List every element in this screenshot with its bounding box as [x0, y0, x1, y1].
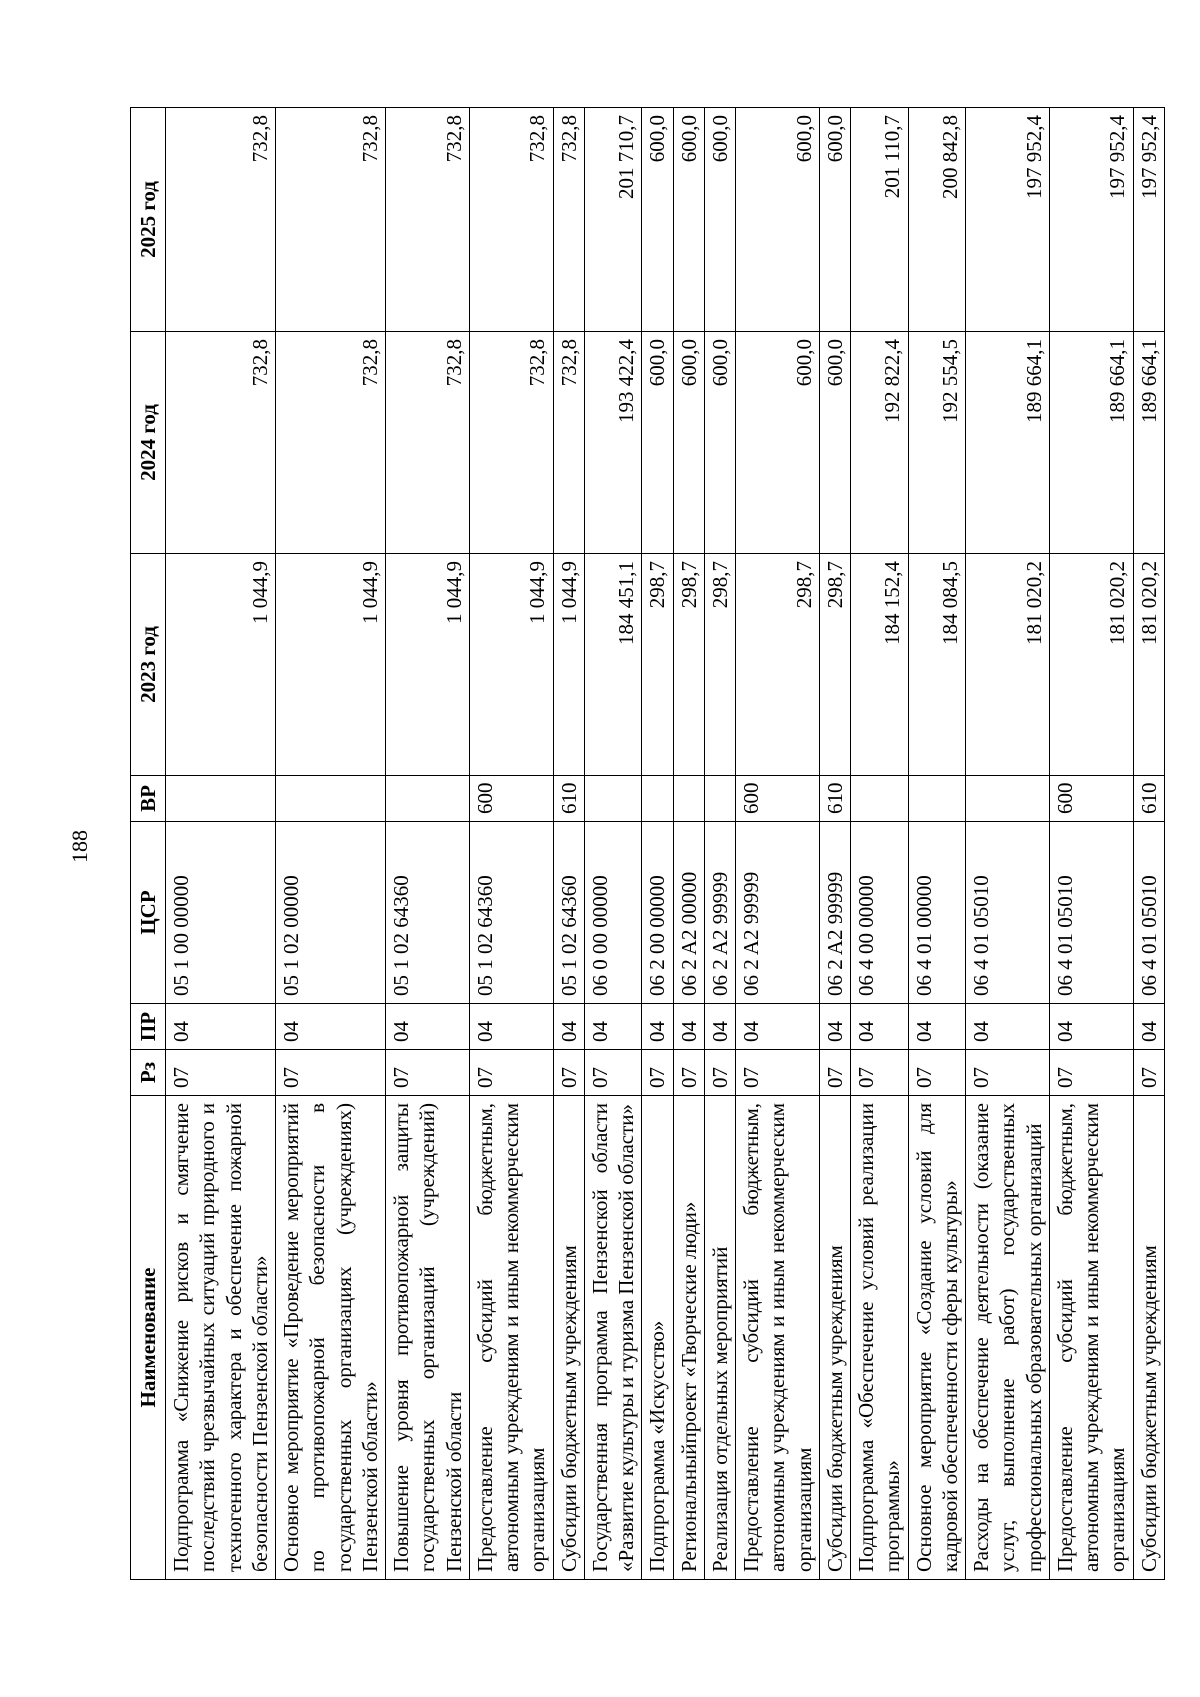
cell-vr: 610 [819, 776, 850, 822]
cell-name: Повышение уровня противопожарной защиты государственных организаций (учреждений) Пензенской области [386, 1096, 470, 1580]
cell-2023: 181 020,2 [1049, 554, 1133, 776]
cell-pr: 04 [1133, 1004, 1164, 1050]
cell-pr: 04 [673, 1004, 704, 1050]
cell-vr: 600 [469, 776, 553, 822]
cell-name: Подпрограмма «Снижение рисков и смягчение последствий чрезвычайных ситуаций природного и техногенного характера и обеспечение пожарной безопасности Пензенской области» [166, 1096, 276, 1580]
cell-2025: 732,8 [276, 108, 386, 332]
cell-rz: 07 [908, 1050, 966, 1096]
header-2025: 2025 год [131, 108, 166, 332]
table-row [736, 108, 820, 1580]
cell-2025: 197 952,4 [1049, 108, 1133, 332]
cell-2025: 201 110,7 [851, 108, 909, 332]
cell-rz: 07 [851, 1050, 909, 1096]
cell-csr: 06 2 00 00000 [642, 822, 673, 1004]
cell-vr [966, 776, 1050, 822]
cell-rz: 07 [166, 1050, 276, 1096]
cell-name: Расходы на обеспечение деятельности (оказание услуг, выполнение работ) государственных профессиональных образовательных организаций [966, 1096, 1050, 1580]
cell-vr [673, 776, 704, 822]
cell-rz: 07 [819, 1050, 850, 1096]
cell-csr: 05 1 02 64360 [469, 822, 553, 1004]
cell-vr [908, 776, 966, 822]
cell-rz: 07 [469, 1050, 553, 1096]
table-rotation-wrapper [130, 108, 1161, 1580]
cell-rz: 07 [642, 1050, 673, 1096]
cell-2023: 184 152,4 [851, 554, 909, 776]
cell-2024: 189 664,1 [1049, 332, 1133, 554]
cell-pr: 04 [851, 1004, 909, 1050]
cell-rz: 07 [966, 1050, 1050, 1096]
cell-2023: 1 044,9 [553, 554, 584, 776]
cell-2025: 200 842,8 [908, 108, 966, 332]
cell-vr [276, 776, 386, 822]
cell-csr: 06 4 01 05010 [1133, 822, 1164, 1004]
cell-vr [166, 776, 276, 822]
cell-pr: 04 [469, 1004, 553, 1050]
cell-name: Предоставление субсидий бюджетным, автономным учреждениям и иным некоммерческим организациям [736, 1096, 820, 1580]
cell-pr: 04 [166, 1004, 276, 1050]
cell-2023: 298,7 [736, 554, 820, 776]
cell-2023: 1 044,9 [469, 554, 553, 776]
header-vr: ВР [131, 776, 166, 822]
cell-name: Подпрограмма «Обеспечение условий реализации программы» [851, 1096, 909, 1580]
cell-2023: 298,7 [642, 554, 673, 776]
cell-2023: 181 020,2 [966, 554, 1050, 776]
table-row [819, 108, 850, 1580]
page-number: 188 [67, 830, 92, 863]
cell-2024: 600,0 [819, 332, 850, 554]
cell-pr: 04 [584, 1004, 642, 1050]
cell-name: Региональныйпроект «Творческие люди» [673, 1096, 704, 1580]
table-row [851, 108, 909, 1580]
cell-2023: 184 451,1 [584, 554, 642, 776]
cell-2024: 600,0 [642, 332, 673, 554]
cell-vr [584, 776, 642, 822]
cell-rz: 07 [276, 1050, 386, 1096]
table-row [276, 108, 386, 1580]
table-row [908, 108, 966, 1580]
cell-2025: 600,0 [736, 108, 820, 332]
cell-2024: 732,8 [553, 332, 584, 554]
cell-pr: 04 [704, 1004, 735, 1050]
cell-2024: 732,8 [386, 332, 470, 554]
table-row [469, 108, 553, 1580]
budget-table [130, 107, 1165, 1580]
cell-pr: 04 [276, 1004, 386, 1050]
cell-2023: 1 044,9 [386, 554, 470, 776]
cell-rz: 07 [584, 1050, 642, 1096]
cell-2024: 600,0 [673, 332, 704, 554]
cell-2024: 192 554,5 [908, 332, 966, 554]
cell-2025: 732,8 [469, 108, 553, 332]
cell-csr: 06 2 A2 00000 [673, 822, 704, 1004]
cell-rz: 07 [386, 1050, 470, 1096]
cell-name: Субсидии бюджетным учреждениям [819, 1096, 850, 1580]
table-body [166, 108, 1165, 1580]
cell-vr [851, 776, 909, 822]
cell-rz: 07 [1049, 1050, 1133, 1096]
cell-2025: 600,0 [704, 108, 735, 332]
cell-pr: 04 [386, 1004, 470, 1050]
cell-2025: 600,0 [673, 108, 704, 332]
cell-pr: 04 [819, 1004, 850, 1050]
cell-vr [386, 776, 470, 822]
cell-2025: 732,8 [553, 108, 584, 332]
header-row [131, 108, 166, 1580]
cell-name: Подпрограмма «Искусство» [642, 1096, 673, 1580]
cell-2024: 189 664,1 [966, 332, 1050, 554]
header-2024: 2024 год [131, 332, 166, 554]
cell-pr: 04 [553, 1004, 584, 1050]
cell-name: Государственная программа Пензенской области «Развитие культуры и туризма Пензенской области» [584, 1096, 642, 1580]
header-csr: ЦСР [131, 822, 166, 1004]
header-pr: ПР [131, 1004, 166, 1050]
cell-2025: 197 952,4 [966, 108, 1050, 332]
cell-name: Субсидии бюджетным учреждениям [1133, 1096, 1164, 1580]
cell-2025: 197 952,4 [1133, 108, 1164, 332]
cell-2023: 181 020,2 [1133, 554, 1164, 776]
cell-2025: 732,8 [386, 108, 470, 332]
cell-2025: 600,0 [819, 108, 850, 332]
rotated-table-area [130, 108, 1161, 1580]
header-rz: Рз [131, 1050, 166, 1096]
cell-pr: 04 [642, 1004, 673, 1050]
cell-csr: 06 2 A2 99999 [736, 822, 820, 1004]
cell-name: Реализация отдельных мероприятий [704, 1096, 735, 1580]
cell-name: Основное мероприятие «Создание условий для кадровой обеспеченности сферы культуры» [908, 1096, 966, 1580]
cell-vr [642, 776, 673, 822]
cell-2023: 298,7 [673, 554, 704, 776]
cell-2024: 600,0 [736, 332, 820, 554]
cell-name: Основное мероприятие «Проведение мероприятий по противопожарной безопасности в государственных организациях (учреждениях) Пензенской области» [276, 1096, 386, 1580]
cell-2023: 1 044,9 [276, 554, 386, 776]
cell-name: Предоставление субсидий бюджетным, автономным учреждениям и иным некоммерческим организациям [469, 1096, 553, 1580]
cell-2024: 732,8 [469, 332, 553, 554]
cell-2024: 192 822,4 [851, 332, 909, 554]
cell-vr: 600 [1049, 776, 1133, 822]
table-row [386, 108, 470, 1580]
cell-csr: 05 1 00 00000 [166, 822, 276, 1004]
cell-csr: 06 4 01 05010 [966, 822, 1050, 1004]
cell-2023: 298,7 [819, 554, 850, 776]
cell-2024: 189 664,1 [1133, 332, 1164, 554]
cell-csr: 06 4 01 05010 [1049, 822, 1133, 1004]
cell-2023: 298,7 [704, 554, 735, 776]
cell-csr: 06 0 00 00000 [584, 822, 642, 1004]
cell-rz: 07 [553, 1050, 584, 1096]
table-row [553, 108, 584, 1580]
cell-2025: 732,8 [166, 108, 276, 332]
table-row [966, 108, 1050, 1580]
cell-csr: 06 2 A2 99999 [819, 822, 850, 1004]
cell-2024: 732,8 [276, 332, 386, 554]
cell-2025: 201 710,7 [584, 108, 642, 332]
table-row [584, 108, 642, 1580]
cell-2023: 184 084,5 [908, 554, 966, 776]
cell-rz: 07 [736, 1050, 820, 1096]
table-row [704, 108, 735, 1580]
cell-name: Предоставление субсидий бюджетным, автономным учреждениям и иным некоммерческим организациям [1049, 1096, 1133, 1580]
table-row [673, 108, 704, 1580]
cell-vr: 610 [553, 776, 584, 822]
cell-pr: 04 [966, 1004, 1050, 1050]
cell-csr: 05 1 02 00000 [276, 822, 386, 1004]
cell-2023: 1 044,9 [166, 554, 276, 776]
cell-csr: 06 4 00 00000 [851, 822, 909, 1004]
cell-vr: 600 [736, 776, 820, 822]
table-row [1133, 108, 1164, 1580]
table-row [1049, 108, 1133, 1580]
cell-vr: 610 [1133, 776, 1164, 822]
cell-pr: 04 [1049, 1004, 1133, 1050]
cell-pr: 04 [736, 1004, 820, 1050]
cell-2024: 193 422,4 [584, 332, 642, 554]
cell-rz: 07 [673, 1050, 704, 1096]
cell-vr [704, 776, 735, 822]
cell-2025: 600,0 [642, 108, 673, 332]
cell-csr: 06 2 A2 99999 [704, 822, 735, 1004]
header-name: Наименование [131, 1096, 166, 1580]
cell-rz: 07 [1133, 1050, 1164, 1096]
cell-name: Субсидии бюджетным учреждениям [553, 1096, 584, 1580]
cell-2024: 600,0 [704, 332, 735, 554]
cell-2024: 732,8 [166, 332, 276, 554]
cell-pr: 04 [908, 1004, 966, 1050]
table-row [166, 108, 276, 1580]
header-2023: 2023 год [131, 554, 166, 776]
table-row [642, 108, 673, 1580]
cell-csr: 05 1 02 64360 [386, 822, 470, 1004]
cell-csr: 06 4 01 00000 [908, 822, 966, 1004]
cell-rz: 07 [704, 1050, 735, 1096]
cell-csr: 05 1 02 64360 [553, 822, 584, 1004]
